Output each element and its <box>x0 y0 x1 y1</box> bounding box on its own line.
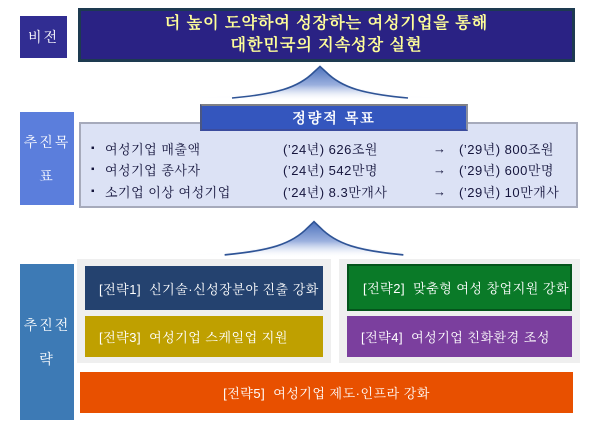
goal-row <box>91 182 570 201</box>
right-arrow-icon: → <box>433 183 447 199</box>
flow-arrow-icon <box>182 219 446 257</box>
bullet-icon: ▪ <box>91 143 96 155</box>
bullet-icon: ▪ <box>91 164 96 176</box>
goal-value-2029: (’29년) 10만개사 <box>459 184 560 200</box>
strategy-box-3 <box>85 316 323 357</box>
goals-header-badge <box>200 104 468 131</box>
strategy-tag: [전략4] <box>361 330 404 345</box>
strategy-tag: [전략3] <box>99 330 142 345</box>
flow-arrow-icon <box>190 64 450 100</box>
strategy-box-1 <box>85 266 323 310</box>
goal-value-2029: (’29년) 800조원 <box>459 142 554 158</box>
goal-row <box>91 160 570 179</box>
goal-value-2024: (’24년) 8.3만개사 <box>283 184 388 200</box>
vision-label <box>20 16 67 58</box>
strategy-text: 신기술·신성장분야 진출 강화 <box>149 281 319 297</box>
strategy-box-5 <box>80 372 573 413</box>
strategy-text: 여성기업 친화환경 조성 <box>411 330 550 345</box>
goal-metric: 소기업 이상 여성기업 <box>105 184 231 200</box>
goals-header-text: 정량적 목표 <box>292 109 376 126</box>
right-arrow-icon: → <box>433 162 447 178</box>
goals-label <box>20 112 74 205</box>
goal-value-2024: (’24년) 626조원 <box>283 142 378 158</box>
goals-body-box <box>79 122 578 208</box>
strategy-text: 맞춤형 여성 창업지원 강화 <box>413 281 570 296</box>
goal-row <box>91 139 570 158</box>
strategy-tag: [전략2] <box>363 281 406 296</box>
vision-label-text: 비전 <box>27 29 60 45</box>
bullet-icon: ▪ <box>91 185 96 197</box>
strategy-box-2 <box>347 264 572 311</box>
strategy-text: 여성기업 제도·인프라 강화 <box>273 386 430 401</box>
strategies-label-text: 추진전략 <box>23 317 71 367</box>
goal-metric: 여성기업 종사자 <box>105 163 201 179</box>
right-arrow-icon: → <box>433 141 447 157</box>
strategy-text: 여성기업 스케일업 지원 <box>149 330 288 345</box>
vision-line-1: 더 높이 도약하여 성장하는 여성기업을 통해 <box>164 15 489 32</box>
strategy-box-4 <box>347 316 572 357</box>
goal-metric: 여성기업 매출액 <box>105 142 201 158</box>
strategy-tag: [전략1] <box>99 281 142 297</box>
goals-label-text: 추진목표 <box>23 133 71 184</box>
strategies-label <box>20 264 74 420</box>
goal-value-2024: (’24년) 542만명 <box>283 163 378 179</box>
vision-line-2: 대한민국의 지속성장 실현 <box>230 37 423 54</box>
strategy-tag: [전략5] <box>223 386 266 401</box>
goal-value-2029: (’29년) 600만명 <box>459 163 554 179</box>
vision-statement-box <box>78 8 575 62</box>
